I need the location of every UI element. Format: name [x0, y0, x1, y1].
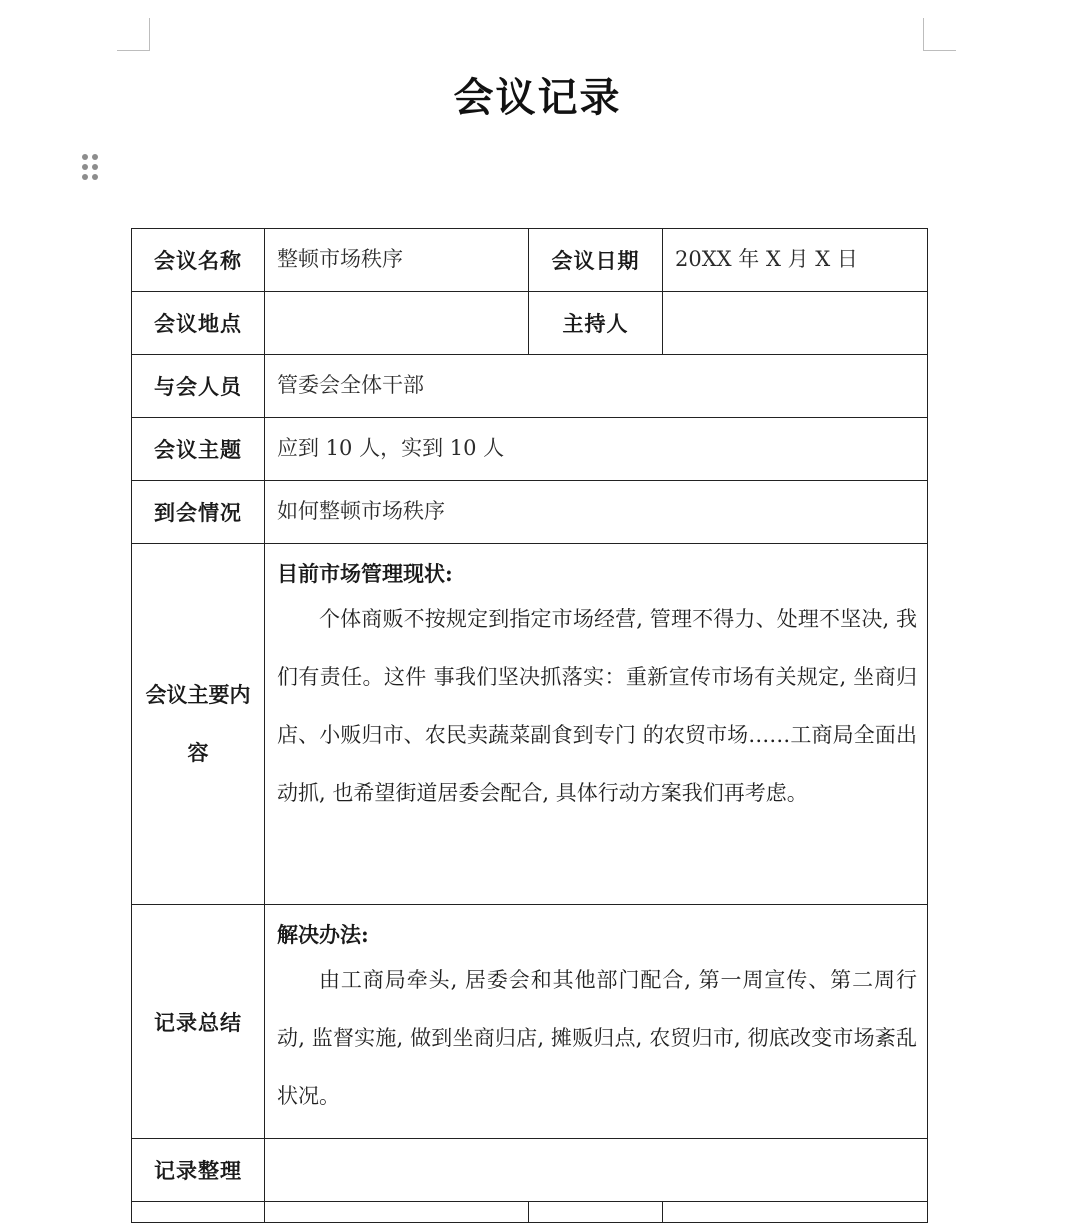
- main-content-label-cell: [132, 544, 265, 905]
- attendance-label: 到会情况: [132, 481, 265, 544]
- table-row: [132, 1202, 928, 1223]
- table-cell[interactable]: [265, 1202, 529, 1223]
- table-row: [132, 292, 928, 355]
- host-label: 主持人: [529, 292, 663, 355]
- summary-paragraph: 由工商局牵头, 居委会和其他部门配合, 第一周宣传、第二周行动, 监督实施, 做到坐商归店, 摊贩归点, 农贸归市, 彻底改变市场紊乱状况。: [277, 968, 917, 1108]
- summary-cell[interactable]: [265, 905, 928, 1139]
- main-content-paragraph: 个体商贩不按规定到指定市场经营, 管理不得力、处理不坚决, 我们有责任。这件 事我们坚决抓落实：重新宣传市场有关规定, 坐商归店、小贩归市、农民卖蔬菜副食到专门 的农贸市场……工商局全面出动抓, 也希望街道居委会配合, 具体行动方案我们再考虑。: [277, 607, 917, 805]
- table-cell[interactable]: [529, 1202, 663, 1223]
- meeting-name-label: 会议名称: [132, 229, 265, 292]
- main-content-heading: 目前市场管理现状:: [277, 561, 453, 586]
- table-cell[interactable]: [132, 1202, 265, 1223]
- table-row: [132, 418, 928, 481]
- meeting-minutes-table: [131, 228, 928, 1223]
- table-row: [132, 905, 928, 1139]
- attendees-cell[interactable]: 管委会全体干部: [265, 355, 928, 418]
- table-cell[interactable]: [663, 1202, 928, 1223]
- table-row: [132, 355, 928, 418]
- meeting-date-cell[interactable]: 20XX 年 X 月 X 日: [663, 229, 928, 292]
- document-title: 会议记录: [453, 74, 622, 121]
- main-content-cell[interactable]: [265, 544, 928, 905]
- table-row: [132, 1139, 928, 1202]
- summary-label: 记录总结: [132, 905, 265, 1139]
- meeting-place-cell[interactable]: [265, 292, 529, 355]
- main-content-label: 会议主要内容: [145, 682, 251, 765]
- page-corner-mark-top-left: [117, 18, 150, 51]
- table-row: [132, 544, 928, 905]
- topic-label: 会议主题: [132, 418, 265, 481]
- topic-cell[interactable]: 应到 10 人，实到 10 人: [265, 418, 928, 481]
- page-corner-mark-top-right: [923, 18, 956, 51]
- meeting-date-label: 会议日期: [529, 229, 663, 292]
- summary-heading: 解决办法:: [277, 922, 369, 947]
- meeting-name-cell[interactable]: 整顿市场秩序: [265, 229, 529, 292]
- recorder-label: 记录整理: [132, 1139, 265, 1202]
- table-row: [132, 229, 928, 292]
- meeting-place-label: 会议地点: [132, 292, 265, 355]
- drag-handle-icon[interactable]: [82, 154, 104, 184]
- host-cell[interactable]: [663, 292, 928, 355]
- table-row: [132, 481, 928, 544]
- attendees-label: 与会人员: [132, 355, 265, 418]
- recorder-cell[interactable]: [265, 1139, 928, 1202]
- attendance-cell[interactable]: 如何整顿市场秩序: [265, 481, 928, 544]
